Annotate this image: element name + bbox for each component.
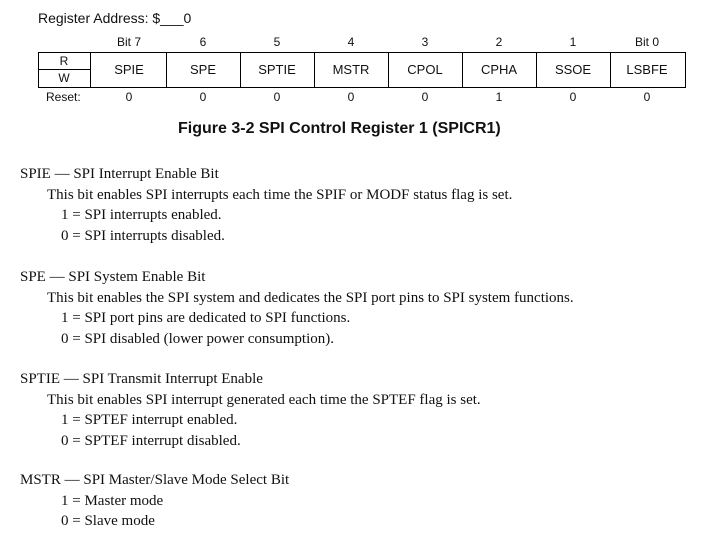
field-lsbfe: LSBFE xyxy=(626,62,668,77)
reset-value: 0 xyxy=(569,90,577,104)
section-sptie xyxy=(20,369,481,451)
reset-value: 0 xyxy=(421,90,429,104)
option-line: 0 = SPI disabled (lower power consumption). xyxy=(61,330,335,347)
read-label: R xyxy=(59,54,69,68)
reset-value: 0 xyxy=(273,90,281,104)
reset-value: 0 xyxy=(347,90,355,104)
bit-number: 5 xyxy=(273,35,281,49)
field-spie: SPIE xyxy=(114,62,144,77)
field-ssoe: SSOE xyxy=(554,62,592,77)
option-line: 1 = SPI interrupts enabled. xyxy=(61,207,222,223)
reset-value: 1 xyxy=(495,90,503,104)
bit-number: 4 xyxy=(347,35,355,49)
section-description: This bit enables SPI interrupts each time the SPIF or MODF status flag is set. xyxy=(47,186,513,203)
field-cpol: CPOL xyxy=(407,62,443,77)
bit-number: Bit 7 xyxy=(116,35,141,49)
reset-value: 0 xyxy=(199,90,207,104)
bit-number: 1 xyxy=(569,35,577,49)
option-line: 1 = SPI port pins are dedicated to SPI functions. xyxy=(61,310,351,326)
register-address-label: Register Address: $___0 xyxy=(38,10,192,26)
section-spie xyxy=(20,164,512,246)
reset-label: Reset: xyxy=(46,90,81,104)
figure-caption: Figure 3-2 SPI Control Register 1 (SPICR1) xyxy=(178,120,501,137)
section-title: SPIE — SPI Interrupt Enable Bit xyxy=(20,166,219,182)
field-mstr: MSTR xyxy=(332,62,370,77)
section-description: This bit enables SPI interrupt generated each time the SPTEF flag is set. xyxy=(47,391,481,408)
option-line: 1 = SPTEF interrupt enabled. xyxy=(61,412,238,428)
section-title: MSTR — SPI Master/Slave Mode Select Bit xyxy=(20,472,290,488)
bit-divider xyxy=(90,52,91,88)
bit-number: 2 xyxy=(495,35,503,49)
field-cpha: CPHA xyxy=(480,62,518,77)
bit-number: Bit 0 xyxy=(634,35,659,49)
write-label: W xyxy=(58,71,70,85)
field-sptie: SPTIE xyxy=(258,62,296,77)
reset-value: 0 xyxy=(125,90,133,104)
section-title: SPE — SPI System Enable Bit xyxy=(20,269,206,285)
reset-value: 0 xyxy=(643,90,651,104)
option-line: 1 = Master mode xyxy=(61,492,164,509)
bit-number: 3 xyxy=(421,35,429,49)
option-line: 0 = SPI interrupts disabled. xyxy=(61,227,225,244)
section-title: SPTIE — SPI Transmit Interrupt Enable xyxy=(20,371,263,387)
section-description: This bit enables the SPI system and dedicates the SPI port pins to SPI system functions. xyxy=(47,289,574,306)
option-line: 0 = SPTEF interrupt disabled. xyxy=(61,432,241,449)
section-spe xyxy=(20,267,574,349)
bit-number: 6 xyxy=(199,35,207,49)
field-spe: SPE xyxy=(189,62,216,77)
option-line: 0 = Slave mode xyxy=(61,513,155,529)
section-mstr xyxy=(20,470,289,532)
